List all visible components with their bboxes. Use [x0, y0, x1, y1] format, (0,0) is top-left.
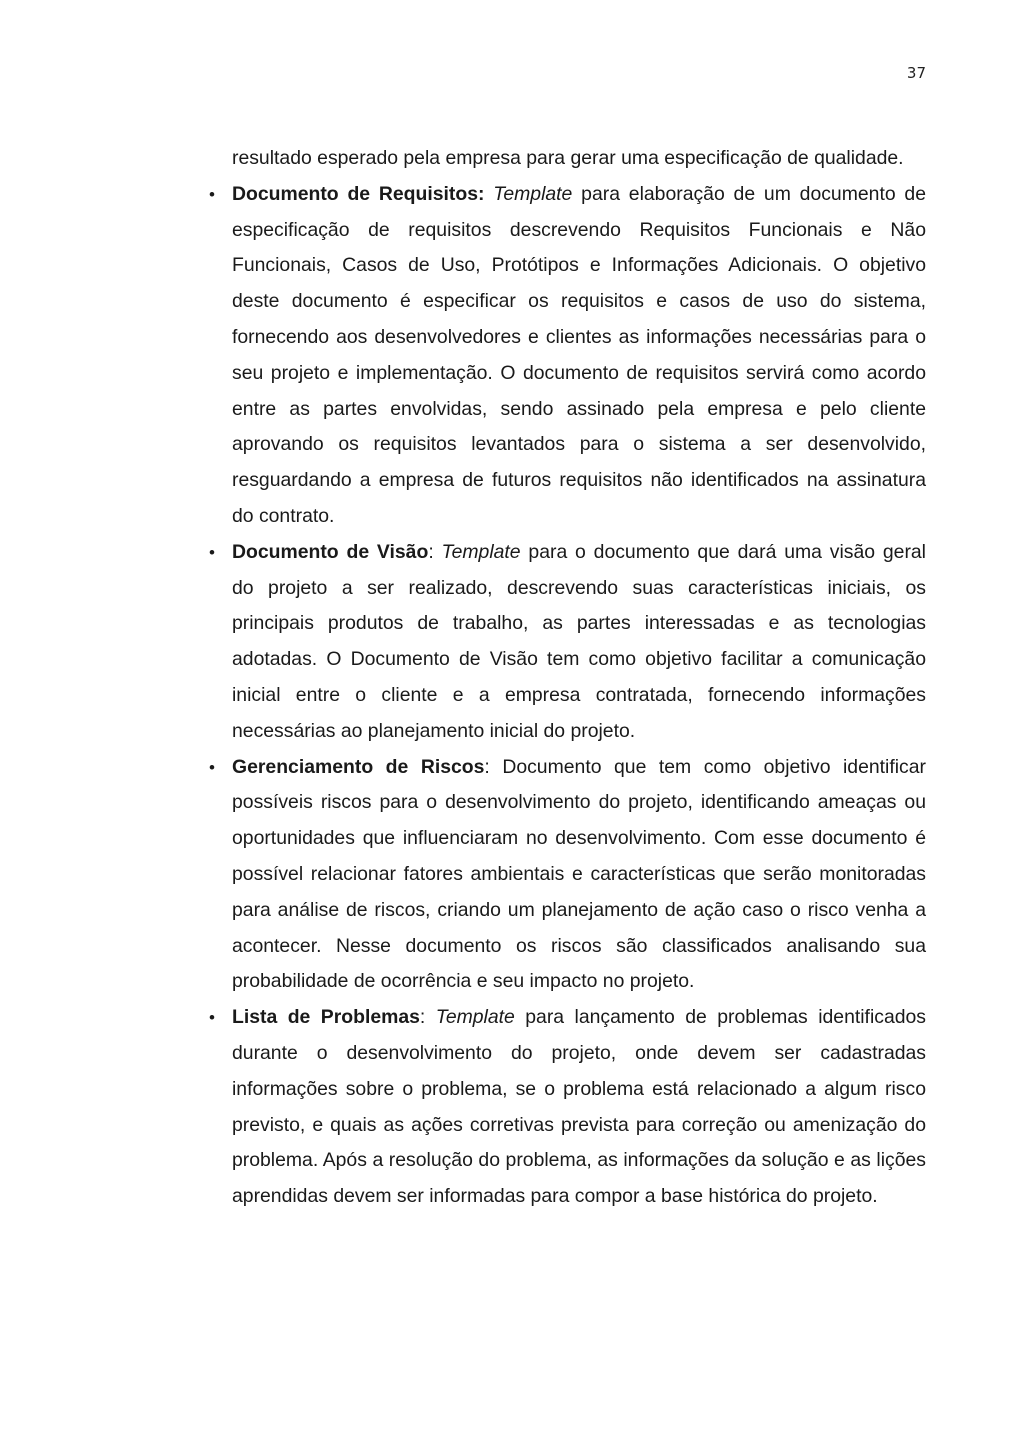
item-text: Documento que tem como objetivo identificar possíveis riscos para o desenvolvimento do projeto, identificando ameaças ou oportunidades que influenciaram no desenvolvimento. Com esse documento é possível relacionar fatores ambientais e características que serão monitoradas para análise de riscos, criando um planejamento de ação caso o risco venha a acontecer. Nesse documento os riscos são classificados analisando sua probabilidade de ocorrência e seu impacto no projeto.	[232, 755, 926, 993]
list-item-gerenciamento-riscos	[209, 750, 926, 1001]
bullet-icon: •	[209, 184, 215, 204]
bullet-icon: •	[209, 1008, 215, 1028]
item-text: para elaboração de um documento de especificação de requisitos descrevendo Requisitos Funcionais e Não Funcionais, Casos de Uso, Protótipos e Informações Adicionais. O objetivo deste documento é especificar os requisitos e casos de uso do sistema, fornecendo aos desenvolvedores e clientes as informações necessárias para o seu projeto e implementação. O documento de requisitos servirá como acordo entre as partes envolvidas, sendo assinado pela empresa e pelo cliente aprovando os requisitos levantados para o sistema a ser desenvolvido, resguardando a empresa de futuros requisitos não identificados na assinatura do contrato.	[232, 182, 926, 527]
item-separator: :	[484, 755, 503, 778]
item-text: para lançamento de problemas identificados durante o desenvolvimento do projeto, onde devem ser cadastradas informações sobre o problema, se o problema está relacionado a algum risco previsto, e quais as ações corretivas prevista para correção ou amenização do problema. Após a resolução do problema, as informações da solução e as lições aprendidas devem ser informadas para compor a base histórica do projeto.	[232, 1006, 926, 1208]
item-title: Documento de Requisitos:	[232, 182, 485, 205]
list-item-lista-problemas	[209, 1000, 926, 1215]
item-title: Lista de Problemas	[232, 1006, 420, 1029]
page-number: 37	[906, 64, 926, 82]
document-body	[209, 141, 926, 1215]
item-text: para o documento que dará uma visão geral do projeto a ser realizado, descrevendo suas características iniciais, os principais produtos de trabalho, as partes interessadas e as tecnologias adotadas. O Documento de Visão tem como objetivo facilitar a comunicação inicial entre o cliente e a empresa contratada, fornecendo informações necessárias ao planejamento inicial do projeto.	[232, 540, 926, 742]
item-italic-term: Template	[441, 540, 521, 563]
item-title: Gerenciamento de Riscos	[232, 755, 485, 778]
list-item-documento-requisitos	[209, 177, 926, 535]
item-separator	[484, 183, 493, 205]
item-italic-term: Template	[493, 182, 573, 205]
bullet-icon: •	[209, 542, 215, 562]
item-separator: :	[428, 540, 442, 563]
item-title: Documento de Visão	[232, 540, 429, 563]
bullet-icon: •	[209, 757, 215, 777]
item-separator: :	[419, 1006, 436, 1029]
bullet-list	[209, 177, 926, 1215]
list-item-documento-visao	[209, 535, 926, 750]
item-italic-term: Template	[435, 1006, 515, 1029]
intro-paragraph: resultado esperado pela empresa para gerar uma especificação de qualidade.	[232, 147, 904, 169]
